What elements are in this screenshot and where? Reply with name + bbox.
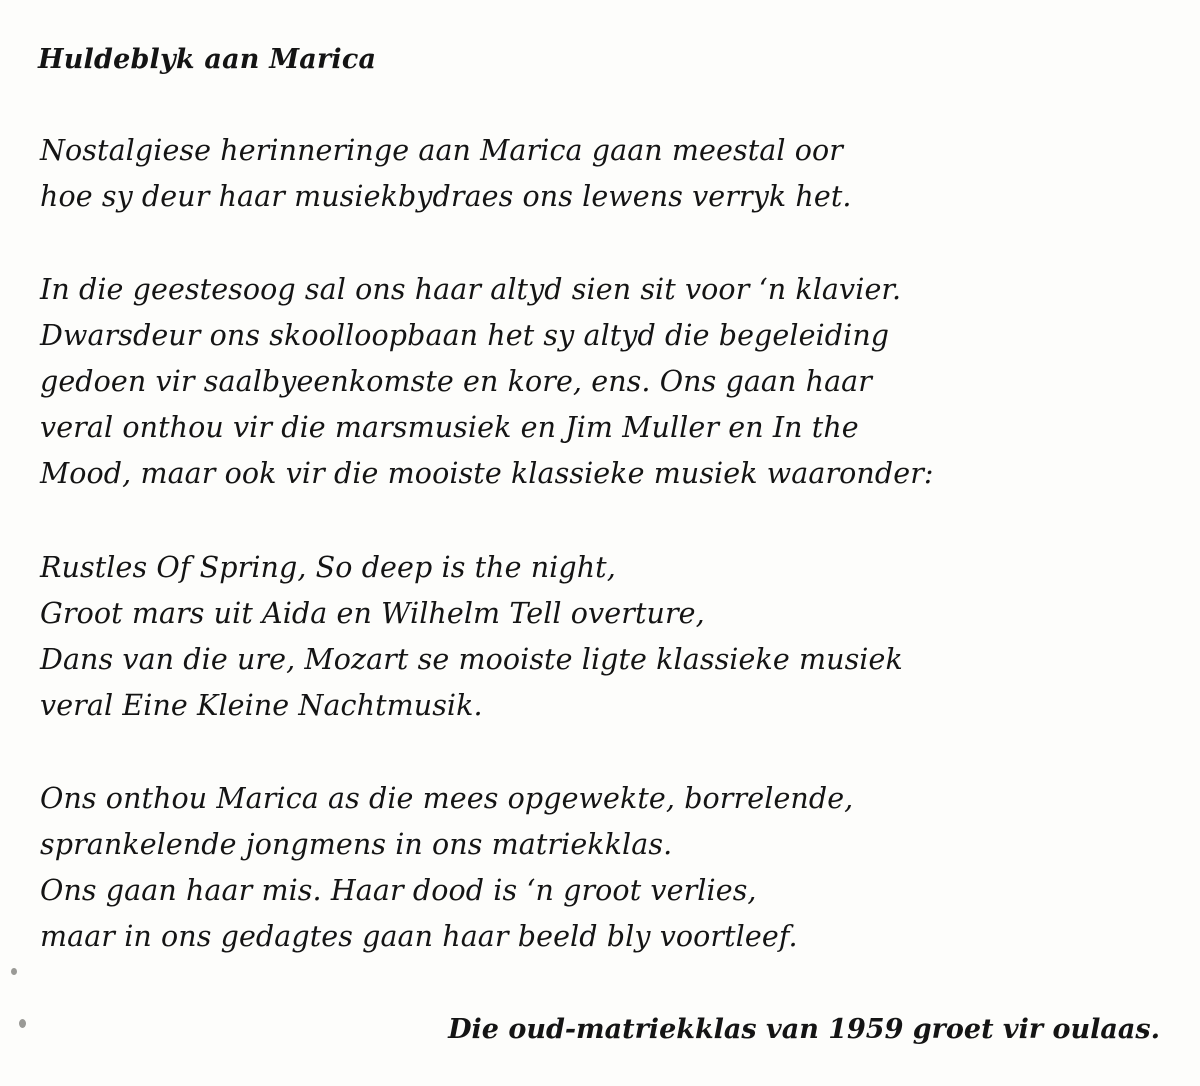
- text-line: maar in ons gedagtes gaan haar beeld bly voortleef.: [40, 920, 798, 953]
- text-line: In die geestesoog sal ons haar altyd sien sit voor ‘n klavier.: [40, 273, 902, 306]
- document-title: Huldeblyk aan Marica: [38, 44, 377, 75]
- text-line: veral onthou vir die marsmusiek en Jim Muller en In the: [40, 411, 859, 444]
- stanza-3: [40, 545, 903, 729]
- text-line: Nostalgiese herinneringe aan Marica gaan meestal oor: [40, 134, 843, 167]
- stanza-1: [40, 128, 852, 220]
- scan-speck: [19, 1019, 26, 1028]
- text-line: Dans van die ure, Mozart se mooiste ligte klassieke musiek: [40, 643, 903, 676]
- scan-speck: [11, 968, 17, 975]
- text-line: Ons onthou Marica as die mees opgewekte, borrelende,: [40, 782, 854, 815]
- stanza-2: [40, 267, 934, 497]
- text-line: hoe sy deur haar musiekbydraes ons lewens verryk het.: [40, 180, 852, 213]
- text-line: gedoen vir saalbyeenkomste en kore, ens. Ons gaan haar: [40, 365, 872, 398]
- stanza-4: [40, 776, 853, 960]
- text-line: veral Eine Kleine Nachtmusik.: [40, 689, 483, 722]
- closing-signature: Die oud-matriekklas van 1959 groet vir oulaas.: [448, 1014, 1160, 1045]
- text-line: sprankelende jongmens in ons matriekklas.: [40, 828, 673, 861]
- text-line: Groot mars uit Aida en Wilhelm Tell overture,: [40, 597, 705, 630]
- text-line: Ons gaan haar mis. Haar dood is ‘n groot verlies,: [40, 874, 757, 907]
- text-line: Dwarsdeur ons skoolloopbaan het sy altyd die begeleiding: [40, 319, 890, 352]
- text-line: Rustles Of Spring, So deep is the night,: [40, 551, 616, 584]
- text-line: Mood, maar ook vir die mooiste klassieke musiek waaronder:: [40, 457, 934, 490]
